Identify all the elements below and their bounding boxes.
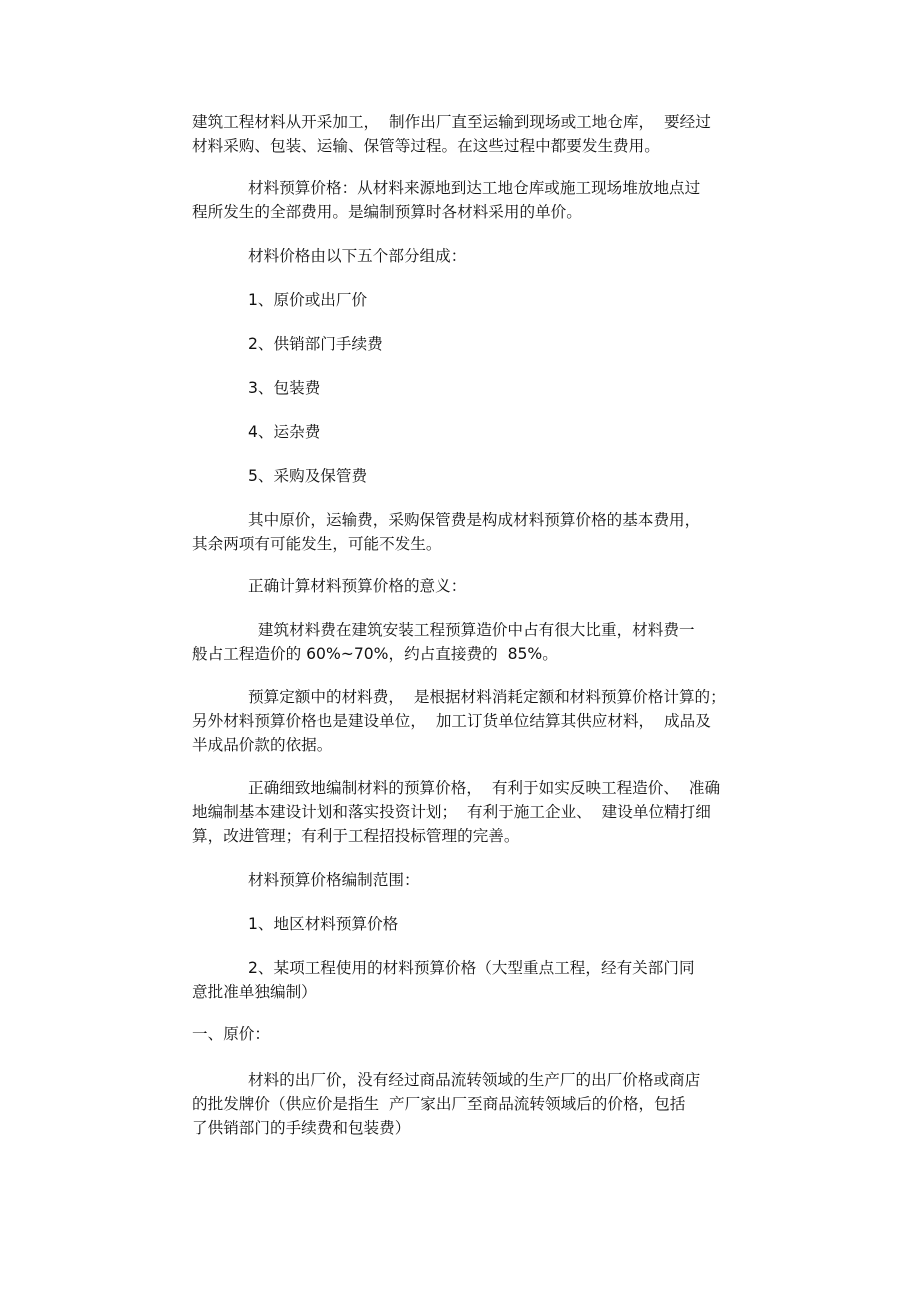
paragraph-17-line: 一、原价： xyxy=(192,1025,270,1043)
paragraph-5-line: 2、供销部门手续费 xyxy=(248,335,383,353)
paragraph-4-line: 1、原价或出厂价 xyxy=(248,291,368,309)
paragraph-8-line: 5、采购及保管费 xyxy=(248,467,368,485)
paragraph-11-line: 般占工程造价的 60%~70%，约占直接费的 85%。 xyxy=(192,644,558,663)
paragraph-1-line: 材料采购、包装、运输、保管等过程。在这些过程中都要发生费用。 xyxy=(192,136,660,155)
paragraph-2-line: 材料预算价格：从材料来源地到达工地仓库或施工现场堆放地点过 xyxy=(248,179,701,197)
paragraph-10-line: 正确计算材料预算价格的意义： xyxy=(248,577,467,595)
paragraph-3-line: 材料价格由以下五个部分组成： xyxy=(248,247,467,265)
paragraph-16-line: 2、某项工程使用的材料预算价格（大型重点工程，经有关部门同 xyxy=(248,959,695,977)
paragraph-12-line: 预算定额中的材料费， 是根据材料消耗定额和材料预算价格计算的； xyxy=(248,688,726,706)
paragraph-18-line: 了供销部门的手续费和包装费） xyxy=(192,1118,411,1137)
paragraph-7-line: 4、运杂费 xyxy=(248,423,321,441)
paragraph-2-line: 程所发生的全部费用。是编制预算时各材料采用的单价。 xyxy=(192,202,582,221)
paragraph-13-line: 正确细致地编制材料的预算价格， 有利于如实反映工程造价、 准确 xyxy=(248,779,721,797)
paragraph-13-line: 算，改进管理；有利于工程招投标管理的完善。 xyxy=(192,826,520,845)
paragraph-14-line: 材料预算价格编制范围： xyxy=(248,871,420,889)
paragraph-1-line: 建筑工程材料从开采加工， 制作出厂直至运输到现场或工地仓库， 要经过 xyxy=(192,113,711,131)
paragraph-15-line: 1、地区材料预算价格 xyxy=(248,915,399,933)
paragraph-12-line: 半成品价款的依据。 xyxy=(192,735,333,754)
paragraph-13-line: 地编制基本建设计划和落实投资计划； 有利于施工企业、 建设单位精打细 xyxy=(192,802,711,821)
paragraph-6-line: 3、包装费 xyxy=(248,379,321,397)
paragraph-18-line: 材料的出厂价，没有经过商品流转领域的生产厂的出厂价格或商店 xyxy=(248,1071,701,1089)
paragraph-18-line: 的批发牌价（供应价是指生 产厂家出厂至商品流转领域后的价格，包括 xyxy=(192,1094,686,1113)
paragraph-9-line: 其余两项有可能发生，可能不发生。 xyxy=(192,534,442,553)
paragraph-11-line: 建筑材料费在建筑安装工程预算造价中占有很大比重，材料费一 xyxy=(248,621,695,639)
paragraph-9-line: 其中原价，运输费，采购保管费是构成材料预算价格的基本费用， xyxy=(248,511,701,529)
paragraph-16-line: 意批准单独编制） xyxy=(192,982,317,1001)
paragraph-12-line: 另外材料预算价格也是建设单位， 加工订货单位结算其供应材料， 成品及 xyxy=(192,711,711,730)
